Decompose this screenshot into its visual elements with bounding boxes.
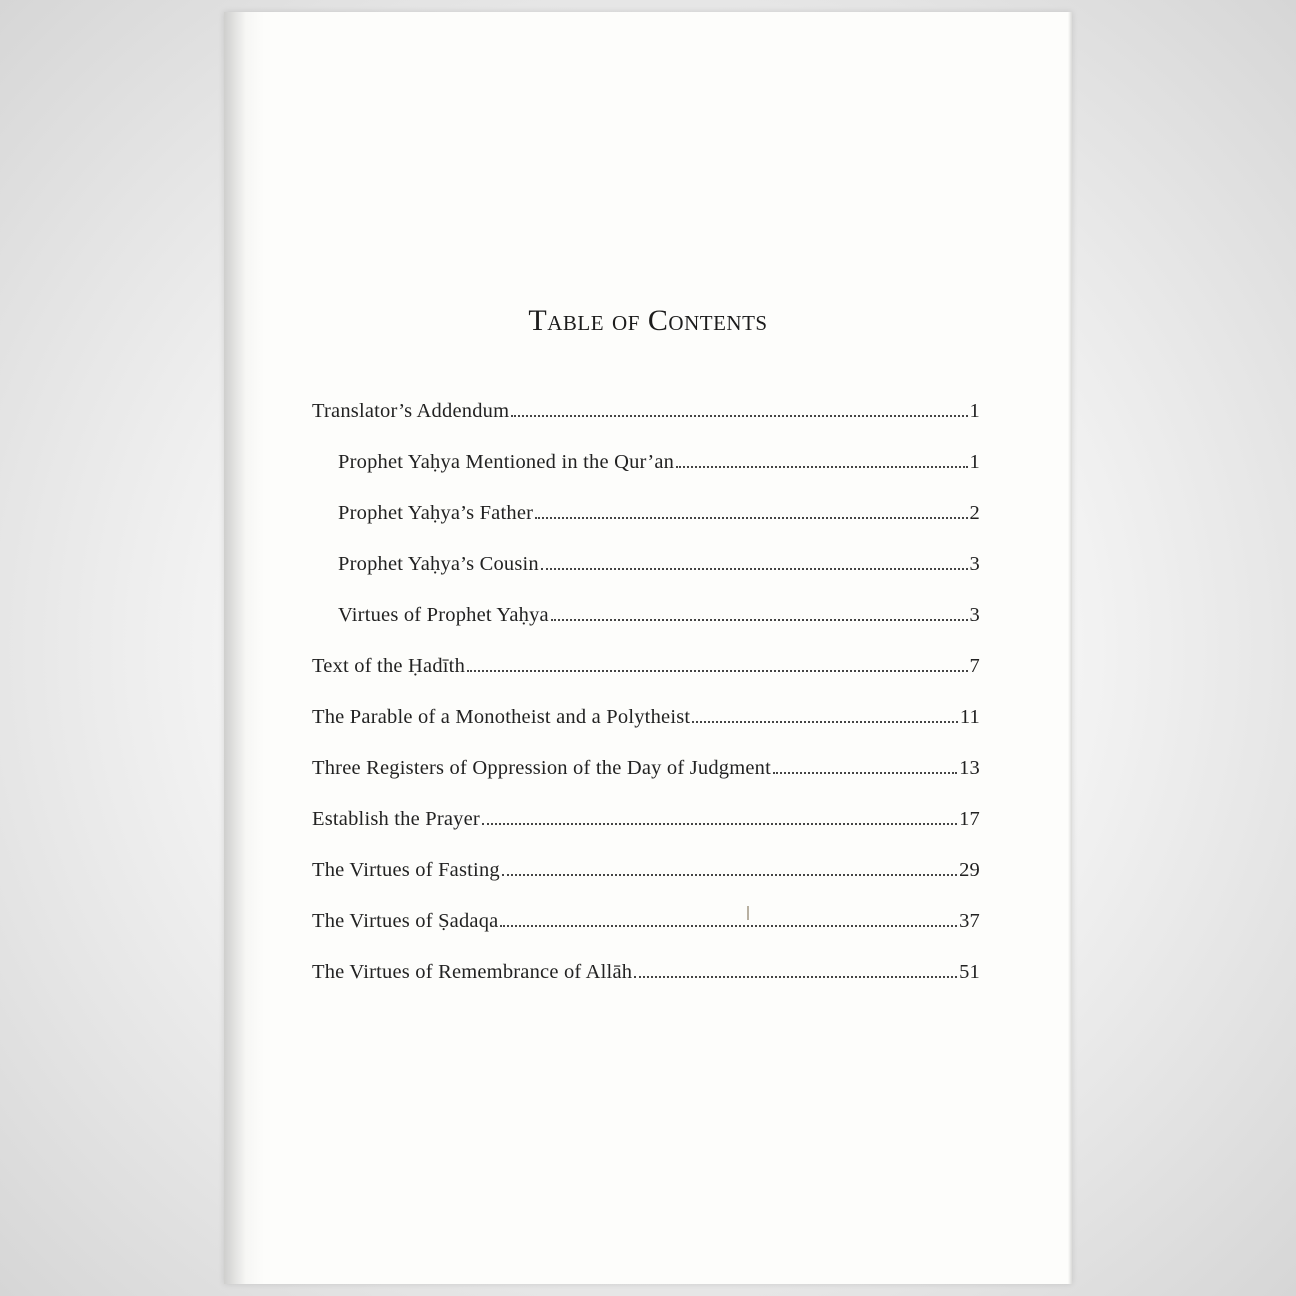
toc-entry-label: The Virtues of Ṣadaqa <box>312 910 499 932</box>
dot-leader <box>482 823 957 825</box>
toc-entry-label: The Virtues of Remembrance of Allāh <box>312 961 633 983</box>
toc-entry-page: 3 <box>969 553 980 575</box>
toc-entry-label: Three Registers of Oppression of the Day of Judgment <box>312 757 772 779</box>
dot-leader <box>500 925 957 927</box>
toc-subentry <box>312 451 980 502</box>
toc-subentry <box>312 604 980 655</box>
toc-entry-page: 13 <box>959 757 980 779</box>
toc-list <box>312 400 980 1012</box>
dot-leader <box>511 415 967 417</box>
toc-entry-page: 37 <box>959 910 980 932</box>
toc-subentry <box>312 502 980 553</box>
toc-entry-label: Establish the Prayer <box>312 808 480 830</box>
toc-entry-label: Translator’s Addendum <box>312 400 510 422</box>
dot-leader <box>502 874 957 876</box>
toc-entry <box>312 655 980 706</box>
toc-entry <box>312 808 980 859</box>
toc-subentry <box>312 553 980 604</box>
toc-entry <box>312 910 980 961</box>
page-title: Table of Contents <box>528 304 768 337</box>
dot-leader <box>773 772 957 774</box>
dot-leader <box>535 517 967 519</box>
dot-leader <box>634 976 957 978</box>
dot-leader <box>692 721 958 723</box>
toc-entry-label: Prophet Yaḥya’s Cousin <box>338 553 539 575</box>
toc-entry-page: 2 <box>969 502 980 524</box>
toc-entry-page: 3 <box>969 604 980 626</box>
toc-entry-page: 7 <box>969 655 980 677</box>
toc-entry-label: The Parable of a Monotheist and a Polytheist <box>312 706 691 728</box>
toc-entry-label: Virtues of Prophet Yaḥya <box>338 604 549 626</box>
book-page <box>224 12 1072 1284</box>
toc-entry-label: The Virtues of Fasting <box>312 859 500 881</box>
toc-entry-page: 51 <box>959 961 980 983</box>
toc-entry <box>312 757 980 808</box>
toc-entry-page: 11 <box>959 706 980 728</box>
toc-entry-page: 17 <box>959 808 980 830</box>
dot-leader <box>467 670 968 672</box>
toc-entry <box>312 400 980 451</box>
toc-entry <box>312 961 980 1012</box>
dot-leader <box>541 568 968 570</box>
toc-entry <box>312 706 980 757</box>
toc-entry-label: Prophet Yaḥya Mentioned in the Qur’an <box>338 451 675 473</box>
toc-entry <box>312 859 980 910</box>
toc-entry-label: Text of the Ḥadīth <box>312 655 466 677</box>
toc-entry-label: Prophet Yaḥya’s Father <box>338 502 534 524</box>
toc-entry-page: 1 <box>969 451 980 473</box>
dot-leader <box>676 466 967 468</box>
toc-entry-page: 1 <box>969 400 980 422</box>
toc-entry-page: 29 <box>959 859 980 881</box>
paper-speck <box>747 906 749 920</box>
dot-leader <box>551 619 968 621</box>
